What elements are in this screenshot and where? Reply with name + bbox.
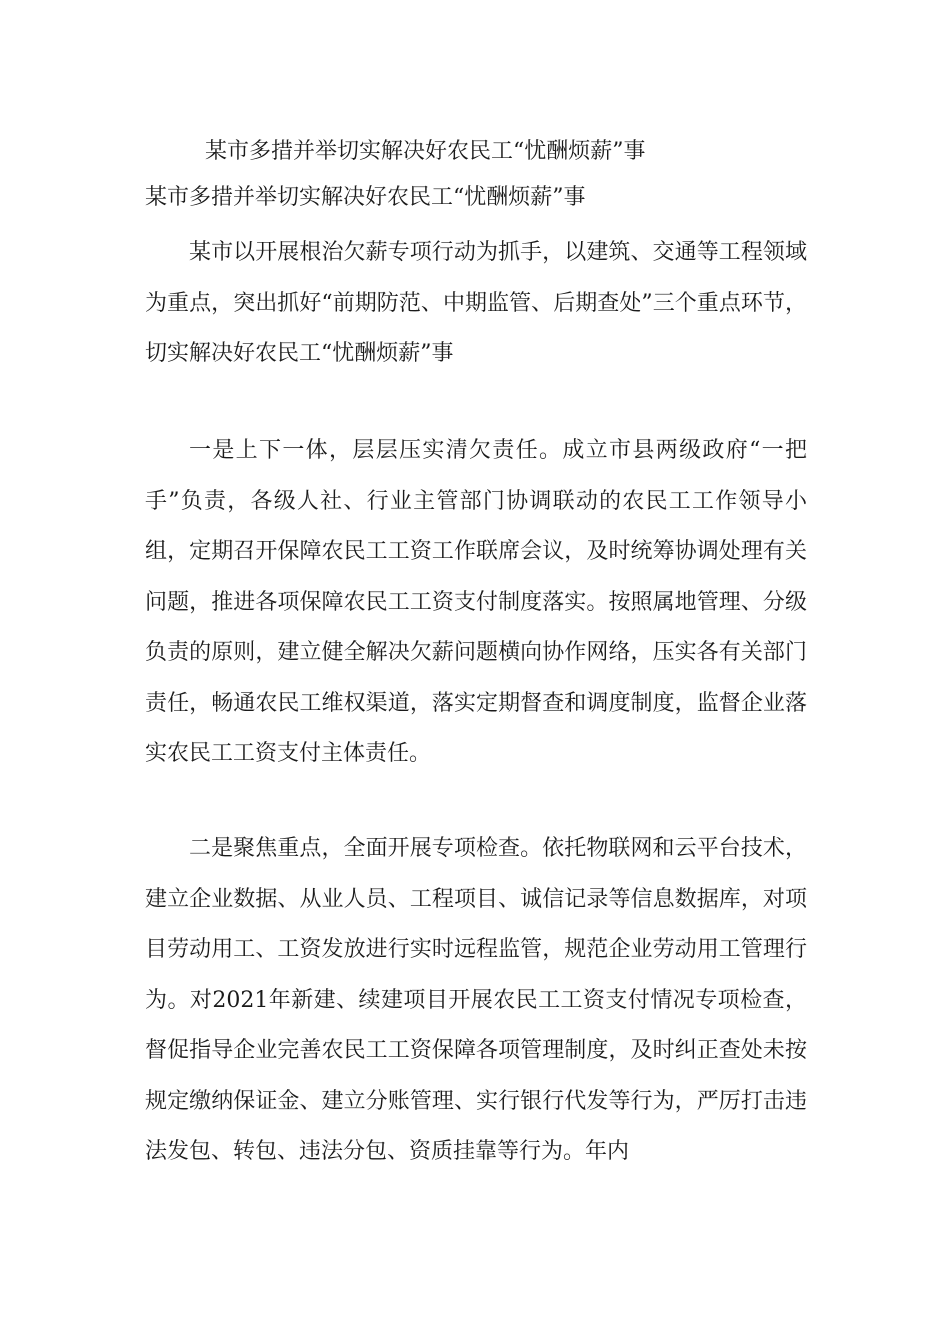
paragraph-intro: 某市以开展根治欠薪专项行动为抓手，以建筑、交通等工程领域为重点，突出抓好“前期防范、中期监管、后期查处”三个重点环节，切实解决好农民工“忧酬烦薪”事: [145, 240, 807, 366]
document-subtitle: 某市多措并举切实解决好农民工“忧酬烦薪”事: [145, 185, 586, 210]
paragraph-responsibility: 一是上下一体，层层压实清欠责任。成立市县两级政府“一把手”负责，各级人社、行业主管部门协调联动的农民工工作领导小组，定期召开保障农民工工资工作联席会议，及时统筹协调处理有关问题，推进各项保障农民工工资支付制度落实。按照属地管理、分级负责的原则，建立健全解决欠薪问题横向协作网络，压实各有关部门责任，畅通农民工维权渠道，落实定期督查和调度制度，监督企业落实农民工工资支付主体责任。: [145, 438, 807, 766]
document-title: 某市多措并举切实解决好农民工“忧酬烦薪”事: [205, 139, 646, 164]
paragraph-inspection: 二是聚焦重点，全面开展专项检查。依托物联网和云平台技术，建立企业数据、从业人员、工程项目、诚信记录等信息数据库，对项目劳动用工、工资发放进行实时远程监管，规范企业劳动用工管理行为。对2021年新建、续建项目开展农民工工资支付情况专项检查，督促指导企业完善农民工工资保障各项管理制度，及时纠正查处未按规定缴纳保证金、建立分账管理、实行银行代发等行为，严厉打击违法发包、转包、违法分包、资质挂靠等行为。年内: [145, 836, 807, 1164]
